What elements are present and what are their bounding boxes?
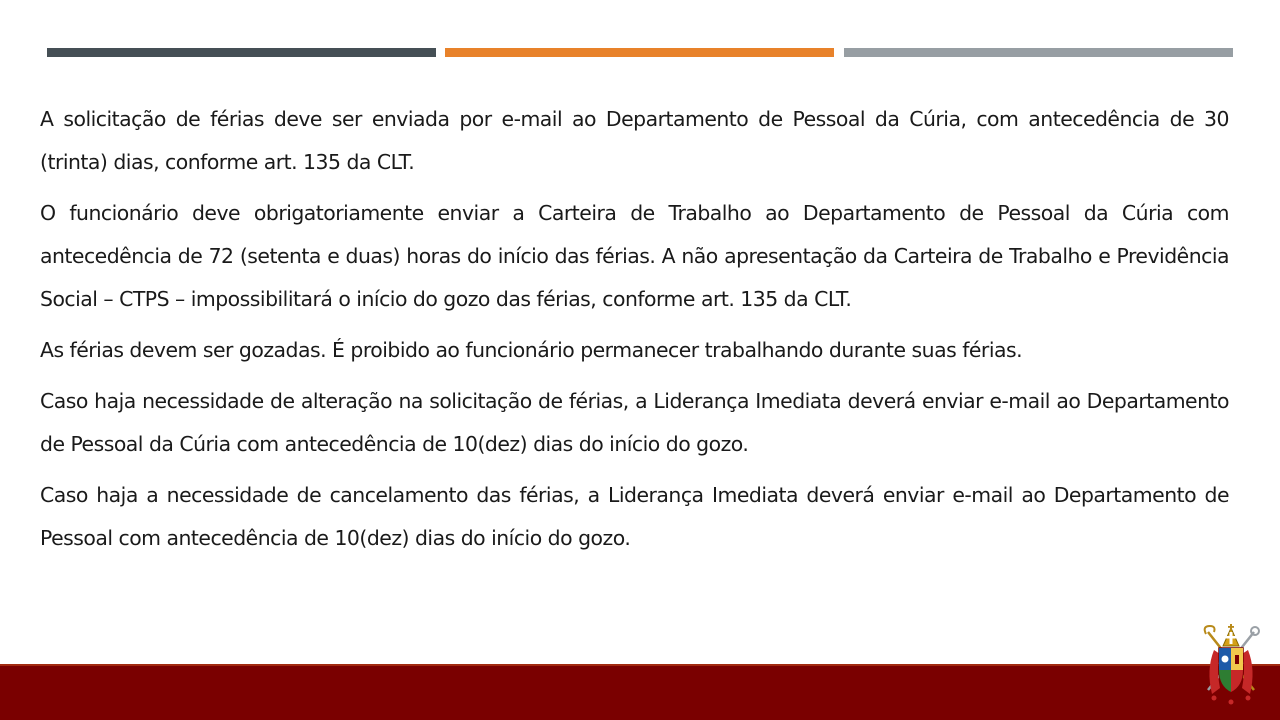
paragraph-vacation-request: A solicitação de férias deve ser enviada por e-mail ao Departamento de Pessoal da Cúria, com antecedência de 30 (trinta) dias, conforme art. 135 da CLT. bbox=[40, 107, 1229, 174]
paragraph-vacation-cancel: Caso haja a necessidade de cancelamento das férias, a Liderança Imediata deverá enviar e-mail ao Departamento de Pessoal com antecedência de 10(dez) dias do início do gozo. bbox=[40, 483, 1229, 550]
header-bar-gray bbox=[844, 48, 1233, 57]
paragraph-vacation-must-be-taken: As férias devem ser gozadas. É proibido ao funcionário permanecer trabalhando durante suas férias. bbox=[40, 338, 1023, 362]
paragraph-ctps-delivery: O funcionário deve obrigatoriamente enviar a Carteira de Trabalho ao Departamento de Pessoal da Cúria com antecedência de 72 (setenta e duas) horas do início das férias. A não apresentação da Carteira de Trabalho e Previdência Social – CTPS – impossibilitará o início do gozo das férias, conforme art. 135 da CLT. bbox=[40, 201, 1229, 311]
header-bar-orange bbox=[445, 48, 834, 57]
slide-body bbox=[40, 98, 1229, 568]
header-bar-dark bbox=[47, 48, 436, 57]
coat-of-arms-icon bbox=[1200, 624, 1262, 706]
footer-band bbox=[0, 664, 1280, 720]
paragraph-vacation-change: Caso haja necessidade de alteração na solicitação de férias, a Liderança Imediata deverá enviar e-mail ao Departamento de Pessoal da Cúria com antecedência de 10(dez) dias do início do gozo. bbox=[40, 389, 1229, 456]
